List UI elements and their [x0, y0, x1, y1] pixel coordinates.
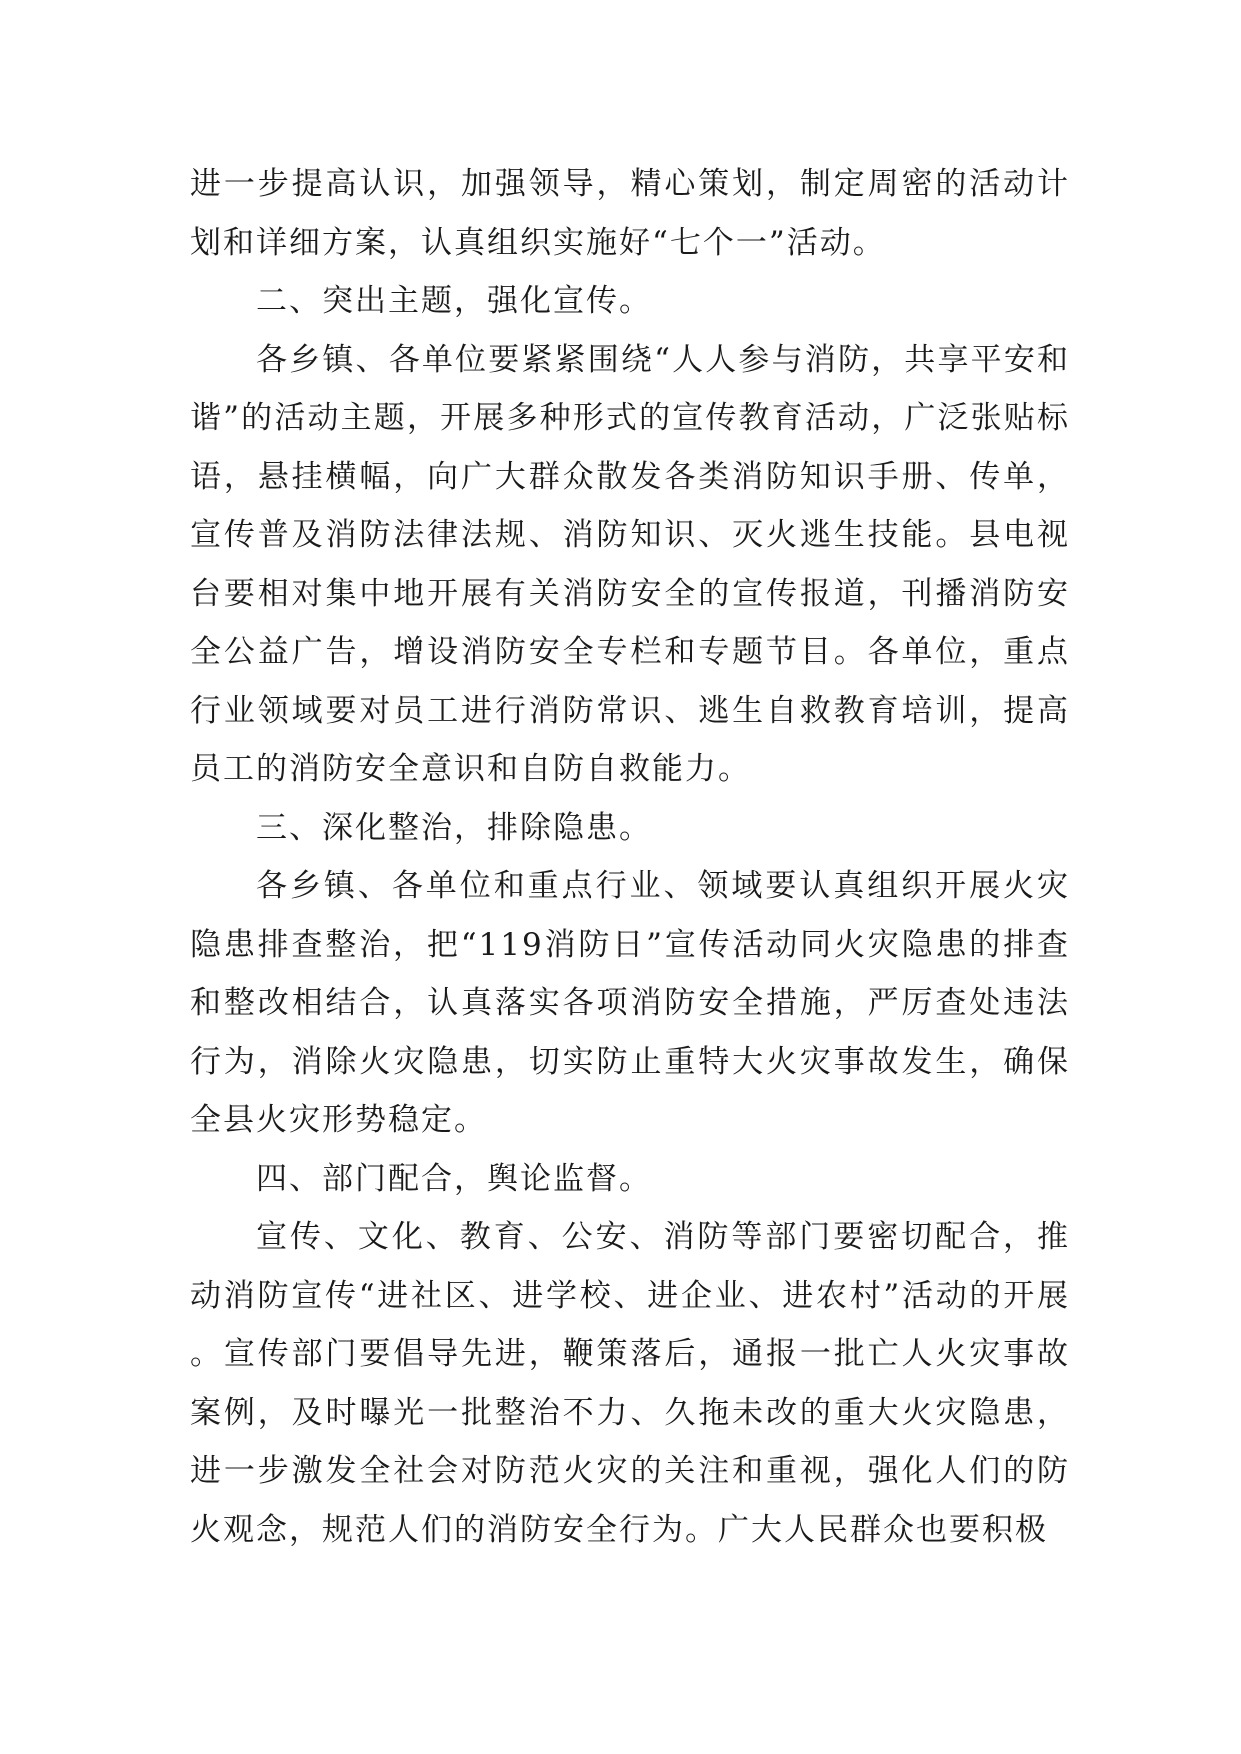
section-heading-3: 三、深化整治，排除隐患。 [256, 809, 652, 846]
document-body [190, 155, 1070, 1559]
paragraph-continuation: 进一步提高认识，加强领导，精心策划，制定周密的活动计划和详细方案，认真组织实施好“七个一”活动。 [190, 166, 1070, 261]
paragraph-publicity: 各乡镇、各单位要紧紧围绕“人人参与消防，共享平安和谐”的活动主题，开展多种形式的宣传教育活动，广泛张贴标语，悬挂横幅，向广大群众散发各类消防知识手册、传单，宣传普及消防法律法规、消防知识、灭火逃生技能。县电视台要相对集中地开展有关消防安全的宣传报道，刊播消防安全公益广告，增设消防安全专栏和专题节目。各单位，重点行业领域要对员工进行消防常识、逃生自救教育培训，提高员工的消防安全意识和自防自救能力。 [190, 341, 1070, 787]
section-heading-2: 二、突出主题，强化宣传。 [256, 283, 652, 319]
section-heading-4: 四、部门配合，舆论监督。 [256, 1160, 652, 1197]
paragraph-rectification: 各乡镇、各单位和重点行业、领域要认真组织开展火灾隐患排查整治，把“119消防日”宣传活动同火灾隐患的排查和整改相结合，认真落实各项消防安全措施，严厉查处违法行为，消除火灾隐患，切实防止重特大火灾事故发生，确保全县火灾形势稳定。 [190, 868, 1070, 1138]
paragraph-cooperation: 宣传、文化、教育、公安、消防等部门要密切配合，推动消防宣传“进社区、进学校、进企业、进农村”活动的开展。宣传部门要倡导先进，鞭策落后，通报一批亡人火灾事故案例，及时曝光一批整治不力、久拖未改的重大火灾隐患，进一步激发全社会对防范火灾的关注和重视，强化人们的防火观念，规范人们的消防安全行为。广大人民群众也要积极 [190, 1219, 1070, 1548]
